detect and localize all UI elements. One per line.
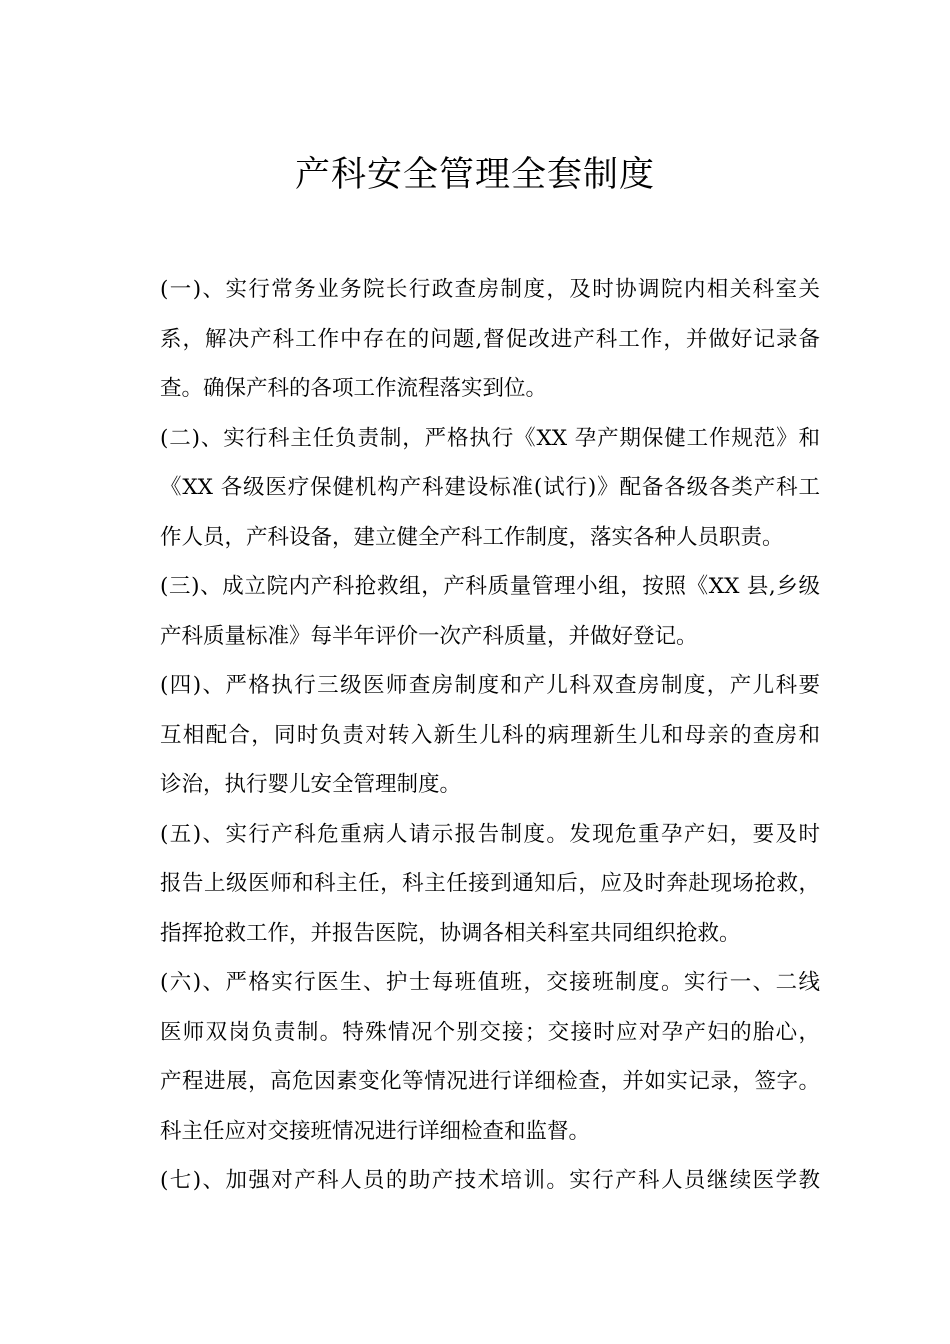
text-line: 诊治，执行婴儿安全管理制度。 — [160, 772, 462, 797]
text-line: 科主任应对交接班情况进行详细检查和监督。 — [160, 1118, 591, 1144]
text-line: (四)、严格执行三级医师查房制度和产儿科双查房制度，产儿科要 — [160, 673, 820, 698]
text-line: 指挥抢救工作，并报告医院，协调各相关科室共同组织抢救。 — [160, 920, 741, 946]
paragraph-1 — [160, 265, 820, 414]
document-body — [160, 265, 820, 1206]
text-line: 产程进展，高危因素变化等情况进行详细检查，并如实记录，签字。 — [160, 1069, 820, 1094]
text-line: 医师双岗负责制。特殊情况个别交接；交接时应对孕产妇的胎心， — [160, 1019, 820, 1045]
text-line: (五)、实行产科危重病人请示报告制度。发现危重孕产妇，要及时 — [160, 821, 820, 847]
text-line: (三)、成立院内产科抢救组，产科质量管理小组，按照《XX 县,乡级 — [160, 574, 820, 599]
paragraph-4 — [160, 661, 820, 810]
text-line: 作人员，产科设备，建立健全产科工作制度，落实各种人员职责。 — [160, 524, 784, 550]
text-line: 产科质量标准》每半年评价一次产科质量，并做好登记。 — [160, 623, 698, 649]
paragraph-3 — [160, 562, 820, 661]
text-line: (七)、加强对产科人员的助产技术培训。实行产科人员继续医学教 — [160, 1168, 820, 1193]
text-line: 《XX 各级医疗保健机构产科建设标准(试行)》配备各级各类产科工 — [160, 475, 820, 500]
paragraph-2 — [160, 414, 820, 563]
paragraph-7 — [160, 1156, 820, 1206]
text-line: 查。确保产科的各项工作流程落实到位。 — [160, 376, 548, 401]
text-line: 系，解决产科工作中存在的问题,督促改进产科工作，并做好记录备 — [160, 326, 820, 352]
text-line: (二)、实行科主任负责制，严格执行《XX 孕产期保健工作规范》和 — [160, 425, 820, 451]
paragraph-6 — [160, 958, 820, 1156]
text-line: (六)、严格实行医生、护士每班值班，交接班制度。实行一、二线 — [160, 970, 820, 995]
text-line: 报告上级医师和科主任，科主任接到通知后，应及时奔赴现场抢救， — [160, 871, 820, 896]
document-title: 产科安全管理全套制度 — [294, 155, 655, 195]
text-line: 互相配合，同时负责对转入新生儿科的病理新生儿和母亲的查房和 — [160, 722, 820, 748]
text-line: (一)、实行常务业务院长行政查房制度，及时协调院内相关科室关 — [160, 277, 820, 302]
paragraph-5 — [160, 810, 820, 959]
